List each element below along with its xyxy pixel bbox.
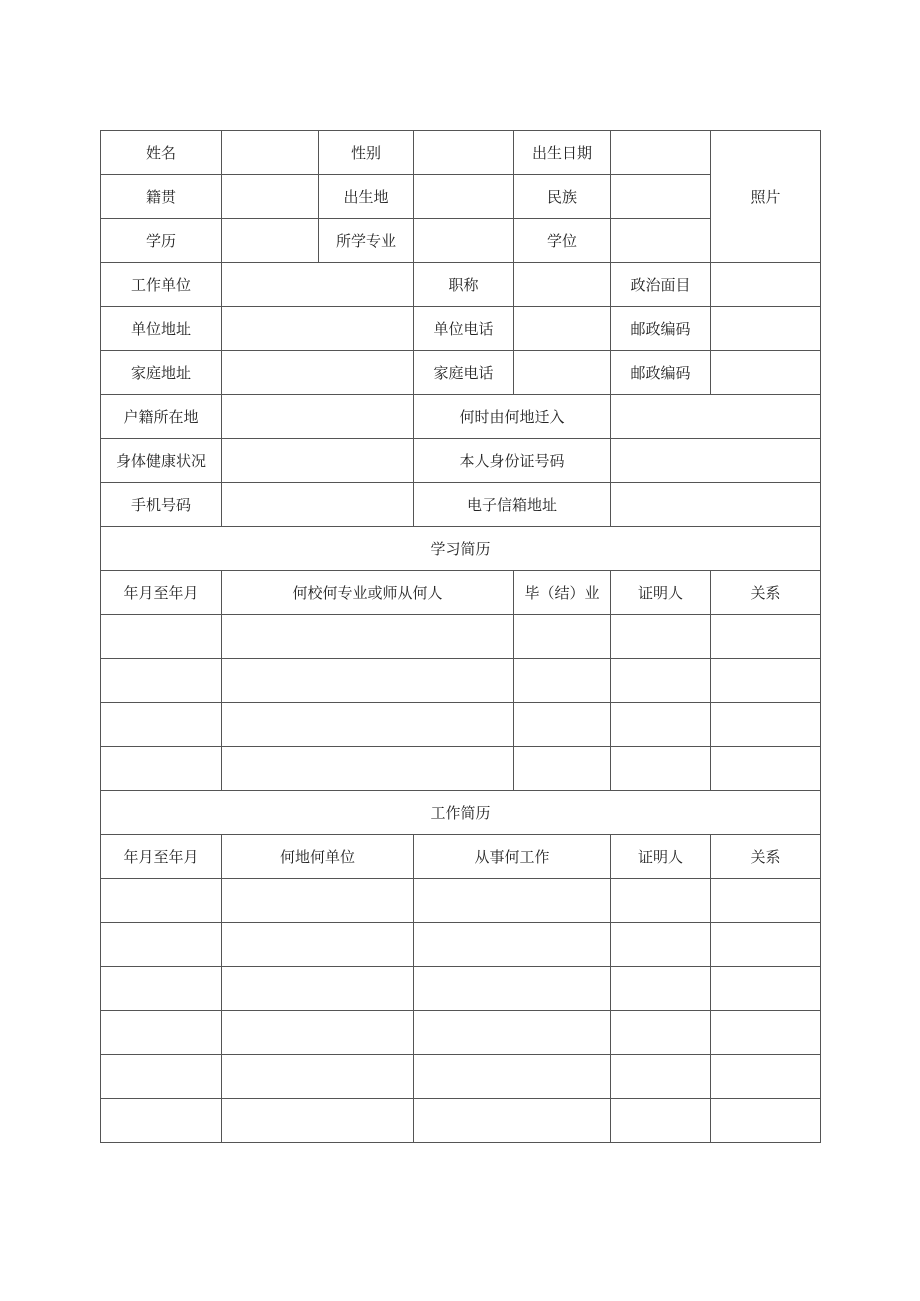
work-organization-cell[interactable]: [222, 1055, 414, 1099]
work-row-1: [101, 263, 821, 307]
birth-date-label: 出生日期: [514, 131, 611, 175]
native-place-field[interactable]: [222, 175, 319, 219]
study-reference-cell[interactable]: [611, 703, 711, 747]
study-reference-cell[interactable]: [611, 659, 711, 703]
study-relation-cell[interactable]: [711, 703, 821, 747]
work-organization-cell[interactable]: [222, 923, 414, 967]
study-history-title-row: [101, 527, 821, 571]
study-history-title: 学习简历: [101, 527, 821, 571]
work-period-cell[interactable]: [101, 923, 222, 967]
home-phone-label: 家庭电话: [414, 351, 514, 395]
degree-label: 学位: [514, 219, 611, 263]
name-field[interactable]: [222, 131, 319, 175]
work-reference-cell[interactable]: [611, 923, 711, 967]
major-field[interactable]: [414, 219, 514, 263]
employer-phone-label: 单位电话: [414, 307, 514, 351]
work-reference-cell[interactable]: [611, 1099, 711, 1143]
id-number-label: 本人身份证号码: [414, 439, 611, 483]
study-graduation-cell[interactable]: [514, 659, 611, 703]
work-col-job: 从事何工作: [414, 835, 611, 879]
employer-label: 工作单位: [101, 263, 222, 307]
work-reference-cell[interactable]: [611, 967, 711, 1011]
birth-date-field[interactable]: [611, 131, 711, 175]
work-organization-cell[interactable]: [222, 1011, 414, 1055]
study-col-relation: 关系: [711, 571, 821, 615]
work-job-cell[interactable]: [414, 1055, 611, 1099]
mobile-label: 手机号码: [101, 483, 222, 527]
study-period-cell[interactable]: [101, 615, 222, 659]
home-address-label: 家庭地址: [101, 351, 222, 395]
degree-field[interactable]: [611, 219, 711, 263]
study-col-period: 年月至年月: [101, 571, 222, 615]
personal-row-1: [101, 395, 821, 439]
work-job-cell[interactable]: [414, 879, 611, 923]
work-row-2: [101, 307, 821, 351]
home-postcode-label: 邮政编码: [611, 351, 711, 395]
personal-row-2: [101, 439, 821, 483]
study-school-cell[interactable]: [222, 615, 514, 659]
work-job-cell[interactable]: [414, 967, 611, 1011]
home-postcode-field[interactable]: [711, 351, 821, 395]
study-reference-cell[interactable]: [611, 615, 711, 659]
work-job-cell[interactable]: [414, 1099, 611, 1143]
health-label: 身体健康状况: [101, 439, 222, 483]
study-row: [101, 615, 821, 659]
title-field[interactable]: [514, 263, 611, 307]
health-field[interactable]: [222, 439, 414, 483]
personal-row-3: [101, 483, 821, 527]
work-relation-cell[interactable]: [711, 923, 821, 967]
moved-in-label: 何时由何地迁入: [414, 395, 611, 439]
work-period-cell[interactable]: [101, 967, 222, 1011]
education-label: 学历: [101, 219, 222, 263]
work-relation-cell[interactable]: [711, 879, 821, 923]
household-label: 户籍所在地: [101, 395, 222, 439]
study-relation-cell[interactable]: [711, 747, 821, 791]
home-address-field[interactable]: [222, 351, 414, 395]
work-relation-cell[interactable]: [711, 1011, 821, 1055]
ethnicity-label: 民族: [514, 175, 611, 219]
study-school-cell[interactable]: [222, 659, 514, 703]
birthplace-field[interactable]: [414, 175, 514, 219]
name-label: 姓名: [101, 131, 222, 175]
work-organization-cell[interactable]: [222, 1099, 414, 1143]
study-graduation-cell[interactable]: [514, 615, 611, 659]
work-history-title: 工作简历: [101, 791, 821, 835]
study-col-graduation: 毕（结）业: [514, 571, 611, 615]
study-graduation-cell[interactable]: [514, 703, 611, 747]
study-period-cell[interactable]: [101, 703, 222, 747]
moved-in-field[interactable]: [611, 395, 821, 439]
political-label: 政治面目: [611, 263, 711, 307]
work-row: [101, 1011, 821, 1055]
employer-field[interactable]: [222, 263, 414, 307]
employer-address-label: 单位地址: [101, 307, 222, 351]
id-number-field[interactable]: [611, 439, 821, 483]
photo-box[interactable]: 照片: [711, 131, 821, 263]
study-school-cell[interactable]: [222, 703, 514, 747]
work-col-reference: 证明人: [611, 835, 711, 879]
gender-field[interactable]: [414, 131, 514, 175]
application-form-table: [100, 130, 821, 1143]
work-reference-cell[interactable]: [611, 879, 711, 923]
study-relation-cell[interactable]: [711, 615, 821, 659]
education-field[interactable]: [222, 219, 319, 263]
work-row: [101, 1055, 821, 1099]
work-organization-cell[interactable]: [222, 967, 414, 1011]
study-relation-cell[interactable]: [711, 659, 821, 703]
study-history-header: [101, 571, 821, 615]
title-label: 职称: [414, 263, 514, 307]
postcode-field[interactable]: [711, 307, 821, 351]
work-row: [101, 923, 821, 967]
work-row-3: [101, 351, 821, 395]
email-label: 电子信箱地址: [414, 483, 611, 527]
native-place-label: 籍贯: [101, 175, 222, 219]
major-label: 所学专业: [319, 219, 414, 263]
work-reference-cell[interactable]: [611, 1011, 711, 1055]
study-row: [101, 659, 821, 703]
study-graduation-cell[interactable]: [514, 747, 611, 791]
mobile-field[interactable]: [222, 483, 414, 527]
work-relation-cell[interactable]: [711, 1099, 821, 1143]
ethnicity-field[interactable]: [611, 175, 711, 219]
gender-label: 性别: [319, 131, 414, 175]
employer-address-field[interactable]: [222, 307, 414, 351]
birthplace-label: 出生地: [319, 175, 414, 219]
work-relation-cell[interactable]: [711, 1055, 821, 1099]
household-field[interactable]: [222, 395, 414, 439]
study-reference-cell[interactable]: [611, 747, 711, 791]
political-field[interactable]: [711, 263, 821, 307]
work-period-cell[interactable]: [101, 1011, 222, 1055]
work-row: [101, 879, 821, 923]
work-job-cell[interactable]: [414, 923, 611, 967]
work-col-relation: 关系: [711, 835, 821, 879]
study-school-cell[interactable]: [222, 747, 514, 791]
work-reference-cell[interactable]: [611, 1055, 711, 1099]
work-history-title-row: [101, 791, 821, 835]
basic-row-1: [101, 131, 821, 175]
study-period-cell[interactable]: [101, 747, 222, 791]
work-period-cell[interactable]: [101, 879, 222, 923]
work-job-cell[interactable]: [414, 1011, 611, 1055]
work-row: [101, 967, 821, 1011]
study-col-school: 何校何专业或师从何人: [222, 571, 514, 615]
email-field[interactable]: [611, 483, 821, 527]
work-col-period: 年月至年月: [101, 835, 222, 879]
work-row: [101, 1099, 821, 1143]
work-organization-cell[interactable]: [222, 879, 414, 923]
employer-phone-field[interactable]: [514, 307, 611, 351]
work-period-cell[interactable]: [101, 1099, 222, 1143]
home-phone-field[interactable]: [514, 351, 611, 395]
study-row: [101, 703, 821, 747]
postcode-label: 邮政编码: [611, 307, 711, 351]
work-history-header: [101, 835, 821, 879]
study-row: [101, 747, 821, 791]
study-col-reference: 证明人: [611, 571, 711, 615]
study-period-cell[interactable]: [101, 659, 222, 703]
work-col-organization: 何地何单位: [222, 835, 414, 879]
work-period-cell[interactable]: [101, 1055, 222, 1099]
work-relation-cell[interactable]: [711, 967, 821, 1011]
